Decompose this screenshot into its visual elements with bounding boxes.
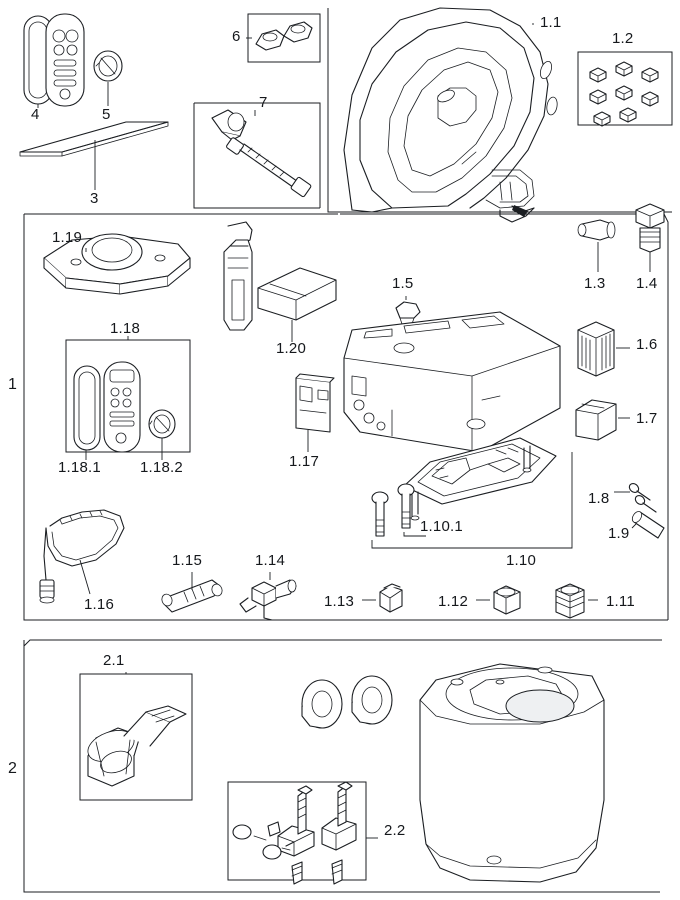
part-top-cap (396, 302, 420, 324)
callout-label-7: 7 (259, 94, 268, 111)
part-fixing-kit (233, 782, 356, 884)
part-spray-bottle (224, 222, 252, 330)
callout-label-1-6: 1.6 (636, 336, 658, 353)
part-flexible-hose (40, 510, 124, 603)
callout-label-1-18-2: 1.18.2 (140, 459, 183, 476)
part-toilet-bowl (420, 664, 604, 882)
part-cistern-body (344, 312, 560, 452)
callout-label-1-8: 1.8 (588, 490, 610, 507)
group-label-2: 2 (8, 760, 18, 777)
callout-label-1-18-1: 1.18.1 (58, 459, 101, 476)
part-mounting-plate (404, 438, 556, 520)
part-seat-buffers (256, 22, 312, 50)
part-t-fitting (240, 580, 296, 620)
callout-label-1-18: 1.18 (110, 320, 140, 337)
part-bracket-clip (296, 374, 334, 432)
callout-label-1-15: 1.15 (172, 552, 202, 569)
part-toilet-seat-ring (344, 8, 558, 222)
part-hose-assembly (212, 110, 312, 197)
part-small-clamp (380, 584, 402, 612)
part-filter-cartridge (578, 322, 614, 376)
part-flat-plate (20, 122, 168, 156)
callout-label-1-19: 1.19 (52, 229, 82, 246)
callout-label-1-16: 1.16 (84, 596, 114, 613)
callout-label-2-1: 2.1 (103, 652, 125, 669)
part-remote-control-case-2 (74, 366, 100, 450)
callout-label-1-4: 1.4 (636, 275, 658, 292)
callout-label-1-11: 1.11 (606, 593, 635, 610)
part-remote-control-main (46, 14, 84, 106)
part-sealing-washers (302, 676, 392, 728)
part-remote-control-2 (104, 362, 140, 452)
callout-label-5: 5 (102, 106, 111, 123)
callout-label-1-2: 1.2 (612, 30, 634, 47)
callout-label-1-13: 1.13 (324, 593, 354, 610)
part-screw-caps-set (590, 62, 658, 126)
part-short-sleeve (494, 586, 520, 614)
callout-label-1-3: 1.3 (584, 275, 606, 292)
callout-label-1-17: 1.17 (289, 453, 319, 470)
part-cloth (258, 268, 336, 320)
callout-label-1-7: 1.7 (636, 410, 658, 427)
part-battery-cover (149, 410, 175, 438)
part-valve-block (576, 400, 616, 440)
callout-label-1-1: 1.1 (540, 14, 562, 31)
part-round-cap (94, 51, 122, 81)
part-sleeve-connector (578, 220, 615, 240)
callout-label-1-20: 1.20 (276, 340, 306, 357)
callout-label-6: 6 (232, 28, 241, 45)
callout-label-1-12: 1.12 (438, 593, 468, 610)
callout-label-4: 4 (31, 106, 40, 123)
callout-label-2-2: 2.2 (384, 822, 406, 839)
callout-label-1-14: 1.14 (255, 552, 285, 569)
group-label-1: 1 (8, 376, 18, 393)
part-threaded-sleeve (556, 584, 584, 618)
part-cylindrical-pin (630, 510, 664, 538)
part-threaded-fitting (636, 204, 664, 252)
callout-label-3: 3 (90, 190, 99, 207)
callout-label-1-10-1: 1.10.1 (420, 518, 463, 535)
part-fixing-bolts (372, 484, 414, 536)
callout-label-1-5: 1.5 (392, 275, 414, 292)
callout-label-1-9: 1.9 (608, 525, 630, 542)
part-small-screws (628, 482, 656, 512)
callout-label-1-10: 1.10 (506, 552, 536, 569)
part-flush-pipe-connector (84, 706, 186, 786)
